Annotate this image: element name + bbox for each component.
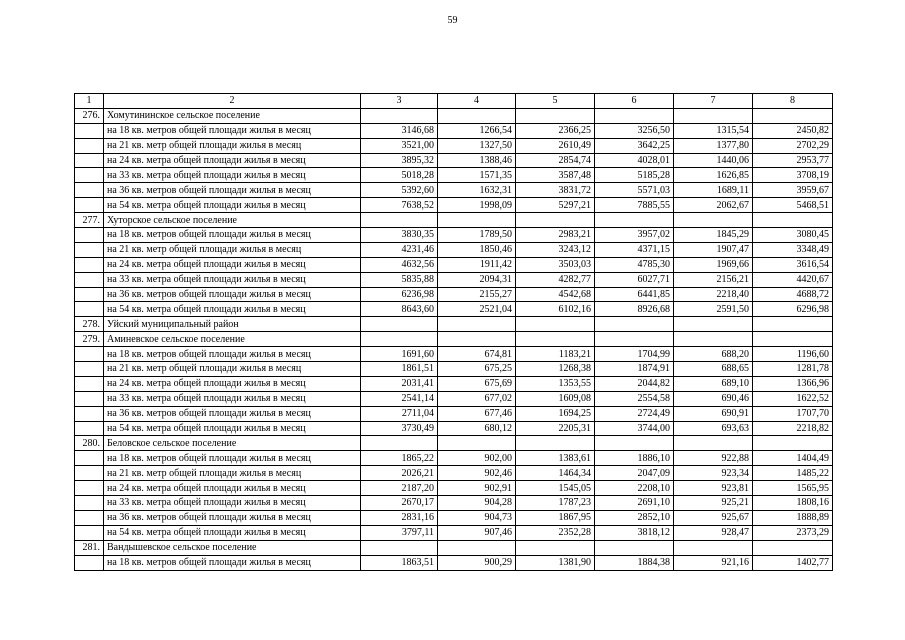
empty-number-cell xyxy=(75,287,104,302)
value-cell: 3708,19 xyxy=(753,168,833,183)
empty-cell xyxy=(674,332,753,347)
empty-cell xyxy=(438,317,516,332)
empty-number-cell xyxy=(75,123,104,138)
value-cell: 3080,45 xyxy=(753,228,833,243)
value-cell: 2062,67 xyxy=(674,198,753,213)
value-cell: 1874,91 xyxy=(595,362,674,377)
section-title: Аминевское сельское поселение xyxy=(104,332,361,347)
value-cell: 1404,49 xyxy=(753,451,833,466)
section-number: 276. xyxy=(75,108,104,123)
value-cell: 690,46 xyxy=(674,391,753,406)
norm-label: на 33 кв. метра общей площади жилья в месяц xyxy=(104,272,361,287)
value-cell: 1268,38 xyxy=(516,362,595,377)
norm-label: на 33 кв. метра общей площади жилья в месяц xyxy=(104,496,361,511)
empty-cell xyxy=(361,332,438,347)
empty-cell xyxy=(361,436,438,451)
empty-number-cell xyxy=(75,153,104,168)
value-cell: 1464,34 xyxy=(516,466,595,481)
empty-cell xyxy=(516,540,595,555)
section-row xyxy=(75,436,833,451)
value-cell: 1907,47 xyxy=(674,242,753,257)
value-cell: 1845,29 xyxy=(674,228,753,243)
table-row xyxy=(75,451,833,466)
value-cell: 1888,89 xyxy=(753,510,833,525)
value-cell: 2156,21 xyxy=(674,272,753,287)
empty-cell xyxy=(674,317,753,332)
table-row xyxy=(75,242,833,257)
value-cell: 6441,85 xyxy=(595,287,674,302)
header-cell: 8 xyxy=(753,94,833,109)
value-cell: 1266,54 xyxy=(438,123,516,138)
section-row xyxy=(75,108,833,123)
empty-cell xyxy=(753,317,833,332)
value-cell: 4632,56 xyxy=(361,257,438,272)
value-cell: 8643,60 xyxy=(361,302,438,317)
norm-label: на 33 кв. метра общей площади жилья в месяц xyxy=(104,168,361,183)
value-cell: 2373,29 xyxy=(753,525,833,540)
empty-number-cell xyxy=(75,138,104,153)
value-cell: 3744,00 xyxy=(595,421,674,436)
value-cell: 3642,25 xyxy=(595,138,674,153)
value-cell: 2155,27 xyxy=(438,287,516,302)
empty-cell xyxy=(438,540,516,555)
value-cell: 2983,21 xyxy=(516,228,595,243)
value-cell: 8926,68 xyxy=(595,302,674,317)
norm-label: на 21 кв. метр общей площади жилья в месяц xyxy=(104,466,361,481)
value-cell: 2670,17 xyxy=(361,496,438,511)
value-cell: 5018,28 xyxy=(361,168,438,183)
norm-label: на 54 кв. метра общей площади жилья в месяц xyxy=(104,421,361,436)
value-cell: 1622,52 xyxy=(753,391,833,406)
value-cell: 1691,60 xyxy=(361,347,438,362)
empty-cell xyxy=(595,108,674,123)
value-cell: 904,73 xyxy=(438,510,516,525)
value-cell: 5392,60 xyxy=(361,183,438,198)
table-row xyxy=(75,228,833,243)
value-cell: 4371,15 xyxy=(595,242,674,257)
page-number: 59 xyxy=(447,15,458,26)
value-cell: 922,88 xyxy=(674,451,753,466)
value-cell: 923,34 xyxy=(674,466,753,481)
empty-cell xyxy=(361,540,438,555)
header-row xyxy=(75,94,833,109)
tariff-table xyxy=(74,93,833,571)
empty-cell xyxy=(753,213,833,228)
table-row xyxy=(75,525,833,540)
value-cell: 2702,29 xyxy=(753,138,833,153)
norm-label: на 36 кв. метров общей площади жилья в месяц xyxy=(104,406,361,421)
table-row xyxy=(75,510,833,525)
section-title: Беловское сельское поселение xyxy=(104,436,361,451)
empty-cell xyxy=(595,332,674,347)
value-cell: 689,10 xyxy=(674,376,753,391)
value-cell: 1402,77 xyxy=(753,555,833,570)
empty-number-cell xyxy=(75,242,104,257)
empty-number-cell xyxy=(75,302,104,317)
norm-label: на 33 кв. метра общей площади жилья в месяц xyxy=(104,391,361,406)
value-cell: 2831,16 xyxy=(361,510,438,525)
table-row xyxy=(75,257,833,272)
value-cell: 2044,82 xyxy=(595,376,674,391)
empty-cell xyxy=(516,332,595,347)
value-cell: 1327,50 xyxy=(438,138,516,153)
value-cell: 2026,21 xyxy=(361,466,438,481)
value-cell: 3348,49 xyxy=(753,242,833,257)
table-row xyxy=(75,287,833,302)
value-cell: 3503,03 xyxy=(516,257,595,272)
value-cell: 2691,10 xyxy=(595,496,674,511)
section-row xyxy=(75,317,833,332)
value-cell: 1545,05 xyxy=(516,481,595,496)
table-row xyxy=(75,138,833,153)
value-cell: 3616,54 xyxy=(753,257,833,272)
value-cell: 1704,99 xyxy=(595,347,674,362)
value-cell: 1315,54 xyxy=(674,123,753,138)
value-cell: 4785,30 xyxy=(595,257,674,272)
value-cell: 1381,90 xyxy=(516,555,595,570)
value-cell: 2218,82 xyxy=(753,421,833,436)
value-cell: 3146,68 xyxy=(361,123,438,138)
table-row xyxy=(75,168,833,183)
table-row xyxy=(75,481,833,496)
value-cell: 1366,96 xyxy=(753,376,833,391)
norm-label: на 24 кв. метра общей площади жилья в месяц xyxy=(104,153,361,168)
norm-label: на 54 кв. метра общей площади жилья в месяц xyxy=(104,525,361,540)
empty-number-cell xyxy=(75,376,104,391)
value-cell: 4420,67 xyxy=(753,272,833,287)
header-cell: 5 xyxy=(516,94,595,109)
value-cell: 1863,51 xyxy=(361,555,438,570)
value-cell: 4282,77 xyxy=(516,272,595,287)
norm-label: на 21 кв. метр общей площади жилья в месяц xyxy=(104,242,361,257)
value-cell: 1789,50 xyxy=(438,228,516,243)
table-row xyxy=(75,466,833,481)
header-cell: 4 xyxy=(438,94,516,109)
empty-number-cell xyxy=(75,362,104,377)
value-cell: 3521,00 xyxy=(361,138,438,153)
empty-number-cell xyxy=(75,466,104,481)
value-cell: 2352,28 xyxy=(516,525,595,540)
value-cell: 4688,72 xyxy=(753,287,833,302)
section-number: 278. xyxy=(75,317,104,332)
value-cell: 1850,46 xyxy=(438,242,516,257)
value-cell: 902,00 xyxy=(438,451,516,466)
section-number: 279. xyxy=(75,332,104,347)
value-cell: 5468,51 xyxy=(753,198,833,213)
empty-cell xyxy=(361,108,438,123)
value-cell: 680,12 xyxy=(438,421,516,436)
empty-cell xyxy=(753,540,833,555)
norm-label: на 18 кв. метров общей площади жилья в месяц xyxy=(104,347,361,362)
value-cell: 3587,48 xyxy=(516,168,595,183)
value-cell: 925,67 xyxy=(674,510,753,525)
value-cell: 2521,04 xyxy=(438,302,516,317)
header-cell: 2 xyxy=(104,94,361,109)
empty-cell xyxy=(674,540,753,555)
empty-cell xyxy=(438,213,516,228)
value-cell: 1281,78 xyxy=(753,362,833,377)
section-row xyxy=(75,540,833,555)
value-cell: 1626,85 xyxy=(674,168,753,183)
empty-number-cell xyxy=(75,525,104,540)
value-cell: 928,47 xyxy=(674,525,753,540)
value-cell: 1867,95 xyxy=(516,510,595,525)
empty-number-cell xyxy=(75,481,104,496)
value-cell: 6027,71 xyxy=(595,272,674,287)
value-cell: 3243,12 xyxy=(516,242,595,257)
norm-label: на 36 кв. метров общей площади жилья в месяц xyxy=(104,510,361,525)
value-cell: 3256,50 xyxy=(595,123,674,138)
value-cell: 1884,38 xyxy=(595,555,674,570)
section-row xyxy=(75,332,833,347)
value-cell: 3830,35 xyxy=(361,228,438,243)
value-cell: 904,28 xyxy=(438,496,516,511)
empty-number-cell xyxy=(75,451,104,466)
empty-number-cell xyxy=(75,555,104,570)
empty-cell xyxy=(753,108,833,123)
empty-cell xyxy=(516,213,595,228)
value-cell: 2094,31 xyxy=(438,272,516,287)
empty-number-cell xyxy=(75,257,104,272)
value-cell: 1353,55 xyxy=(516,376,595,391)
value-cell: 902,91 xyxy=(438,481,516,496)
value-cell: 677,46 xyxy=(438,406,516,421)
value-cell: 675,69 xyxy=(438,376,516,391)
section-number: 281. xyxy=(75,540,104,555)
empty-cell xyxy=(674,108,753,123)
value-cell: 693,63 xyxy=(674,421,753,436)
value-cell: 2854,74 xyxy=(516,153,595,168)
value-cell: 1911,42 xyxy=(438,257,516,272)
value-cell: 2554,58 xyxy=(595,391,674,406)
value-cell: 2953,77 xyxy=(753,153,833,168)
empty-number-cell xyxy=(75,228,104,243)
value-cell: 2450,82 xyxy=(753,123,833,138)
value-cell: 923,81 xyxy=(674,481,753,496)
empty-cell xyxy=(361,317,438,332)
norm-label: на 18 кв. метров общей площади жилья в месяц xyxy=(104,228,361,243)
norm-label: на 21 кв. метр общей площади жилья в месяц xyxy=(104,362,361,377)
value-cell: 1689,11 xyxy=(674,183,753,198)
section-number: 277. xyxy=(75,213,104,228)
value-cell: 1383,61 xyxy=(516,451,595,466)
table-row xyxy=(75,362,833,377)
value-cell: 2218,40 xyxy=(674,287,753,302)
value-cell: 2711,04 xyxy=(361,406,438,421)
value-cell: 1183,21 xyxy=(516,347,595,362)
section-title: Хуторское сельское поселение xyxy=(104,213,361,228)
empty-number-cell xyxy=(75,198,104,213)
norm-label: на 18 кв. метров общей площади жилья в месяц xyxy=(104,555,361,570)
value-cell: 6296,98 xyxy=(753,302,833,317)
value-cell: 902,46 xyxy=(438,466,516,481)
value-cell: 6102,16 xyxy=(516,302,595,317)
value-cell: 3895,32 xyxy=(361,153,438,168)
value-cell: 1694,25 xyxy=(516,406,595,421)
norm-label: на 24 кв. метра общей площади жилья в месяц xyxy=(104,257,361,272)
empty-number-cell xyxy=(75,510,104,525)
empty-cell xyxy=(516,436,595,451)
value-cell: 674,81 xyxy=(438,347,516,362)
section-title: Хомутининское сельское поселение xyxy=(104,108,361,123)
empty-number-cell xyxy=(75,496,104,511)
empty-cell xyxy=(438,436,516,451)
norm-label: на 54 кв. метра общей площади жилья в месяц xyxy=(104,198,361,213)
value-cell: 1998,09 xyxy=(438,198,516,213)
value-cell: 1571,35 xyxy=(438,168,516,183)
table-row xyxy=(75,406,833,421)
empty-cell xyxy=(361,213,438,228)
value-cell: 1440,06 xyxy=(674,153,753,168)
value-cell: 2187,20 xyxy=(361,481,438,496)
empty-cell xyxy=(753,332,833,347)
value-cell: 4231,46 xyxy=(361,242,438,257)
empty-cell xyxy=(753,436,833,451)
value-cell: 1388,46 xyxy=(438,153,516,168)
value-cell: 675,25 xyxy=(438,362,516,377)
empty-cell xyxy=(595,317,674,332)
value-cell: 2208,10 xyxy=(595,481,674,496)
value-cell: 7638,52 xyxy=(361,198,438,213)
value-cell: 3818,12 xyxy=(595,525,674,540)
empty-cell xyxy=(516,317,595,332)
value-cell: 1787,23 xyxy=(516,496,595,511)
value-cell: 1565,95 xyxy=(753,481,833,496)
empty-number-cell xyxy=(75,347,104,362)
table-row xyxy=(75,421,833,436)
value-cell: 1808,16 xyxy=(753,496,833,511)
empty-number-cell xyxy=(75,421,104,436)
empty-cell xyxy=(516,108,595,123)
section-title: Вандышевское сельское поселение xyxy=(104,540,361,555)
value-cell: 1861,51 xyxy=(361,362,438,377)
value-cell: 925,21 xyxy=(674,496,753,511)
value-cell: 7885,55 xyxy=(595,198,674,213)
table-body xyxy=(75,94,833,571)
value-cell: 1609,08 xyxy=(516,391,595,406)
value-cell: 1196,60 xyxy=(753,347,833,362)
empty-number-cell xyxy=(75,272,104,287)
value-cell: 2047,09 xyxy=(595,466,674,481)
empty-cell xyxy=(595,213,674,228)
value-cell: 2541,14 xyxy=(361,391,438,406)
empty-number-cell xyxy=(75,391,104,406)
value-cell: 2366,25 xyxy=(516,123,595,138)
value-cell: 3957,02 xyxy=(595,228,674,243)
table-row xyxy=(75,183,833,198)
section-row xyxy=(75,213,833,228)
norm-label: на 24 кв. метра общей площади жилья в месяц xyxy=(104,481,361,496)
value-cell: 5297,21 xyxy=(516,198,595,213)
value-cell: 1865,22 xyxy=(361,451,438,466)
value-cell: 3730,49 xyxy=(361,421,438,436)
value-cell: 677,02 xyxy=(438,391,516,406)
header-cell: 1 xyxy=(75,94,104,109)
header-cell: 3 xyxy=(361,94,438,109)
table-row xyxy=(75,347,833,362)
header-cell: 6 xyxy=(595,94,674,109)
value-cell: 2852,10 xyxy=(595,510,674,525)
value-cell: 5571,03 xyxy=(595,183,674,198)
section-number: 280. xyxy=(75,436,104,451)
value-cell: 1886,10 xyxy=(595,451,674,466)
value-cell: 4028,01 xyxy=(595,153,674,168)
value-cell: 3959,67 xyxy=(753,183,833,198)
empty-cell xyxy=(674,436,753,451)
table-row xyxy=(75,391,833,406)
table-row xyxy=(75,153,833,168)
norm-label: на 21 кв. метр общей площади жилья в месяц xyxy=(104,138,361,153)
empty-cell xyxy=(438,332,516,347)
value-cell: 4542,68 xyxy=(516,287,595,302)
norm-label: на 18 кв. метров общей площади жилья в месяц xyxy=(104,123,361,138)
table-row xyxy=(75,496,833,511)
value-cell: 3831,72 xyxy=(516,183,595,198)
section-title: Уйский муниципальный район xyxy=(104,317,361,332)
norm-label: на 18 кв. метров общей площади жилья в месяц xyxy=(104,451,361,466)
value-cell: 688,20 xyxy=(674,347,753,362)
value-cell: 3797,11 xyxy=(361,525,438,540)
table-row xyxy=(75,198,833,213)
empty-cell xyxy=(674,213,753,228)
value-cell: 6236,98 xyxy=(361,287,438,302)
empty-number-cell xyxy=(75,406,104,421)
value-cell: 5835,88 xyxy=(361,272,438,287)
table-row xyxy=(75,272,833,287)
empty-cell xyxy=(438,108,516,123)
value-cell: 2610,49 xyxy=(516,138,595,153)
header-cell: 7 xyxy=(674,94,753,109)
value-cell: 688,65 xyxy=(674,362,753,377)
value-cell: 2031,41 xyxy=(361,376,438,391)
value-cell: 2591,50 xyxy=(674,302,753,317)
value-cell: 907,46 xyxy=(438,525,516,540)
value-cell: 2724,49 xyxy=(595,406,674,421)
norm-label: на 24 кв. метра общей площади жилья в месяц xyxy=(104,376,361,391)
empty-cell xyxy=(595,540,674,555)
norm-label: на 36 кв. метров общей площади жилья в месяц xyxy=(104,287,361,302)
value-cell: 921,16 xyxy=(674,555,753,570)
value-cell: 1632,31 xyxy=(438,183,516,198)
value-cell: 2205,31 xyxy=(516,421,595,436)
value-cell: 900,29 xyxy=(438,555,516,570)
empty-number-cell xyxy=(75,183,104,198)
value-cell: 1485,22 xyxy=(753,466,833,481)
table-row xyxy=(75,302,833,317)
table-row xyxy=(75,123,833,138)
table-row xyxy=(75,555,833,570)
norm-label: на 54 кв. метра общей площади жилья в месяц xyxy=(104,302,361,317)
value-cell: 5185,28 xyxy=(595,168,674,183)
norm-label: на 36 кв. метров общей площади жилья в месяц xyxy=(104,183,361,198)
value-cell: 1377,80 xyxy=(674,138,753,153)
table-row xyxy=(75,376,833,391)
value-cell: 690,91 xyxy=(674,406,753,421)
empty-number-cell xyxy=(75,168,104,183)
value-cell: 1969,66 xyxy=(674,257,753,272)
value-cell: 1707,70 xyxy=(753,406,833,421)
empty-cell xyxy=(595,436,674,451)
